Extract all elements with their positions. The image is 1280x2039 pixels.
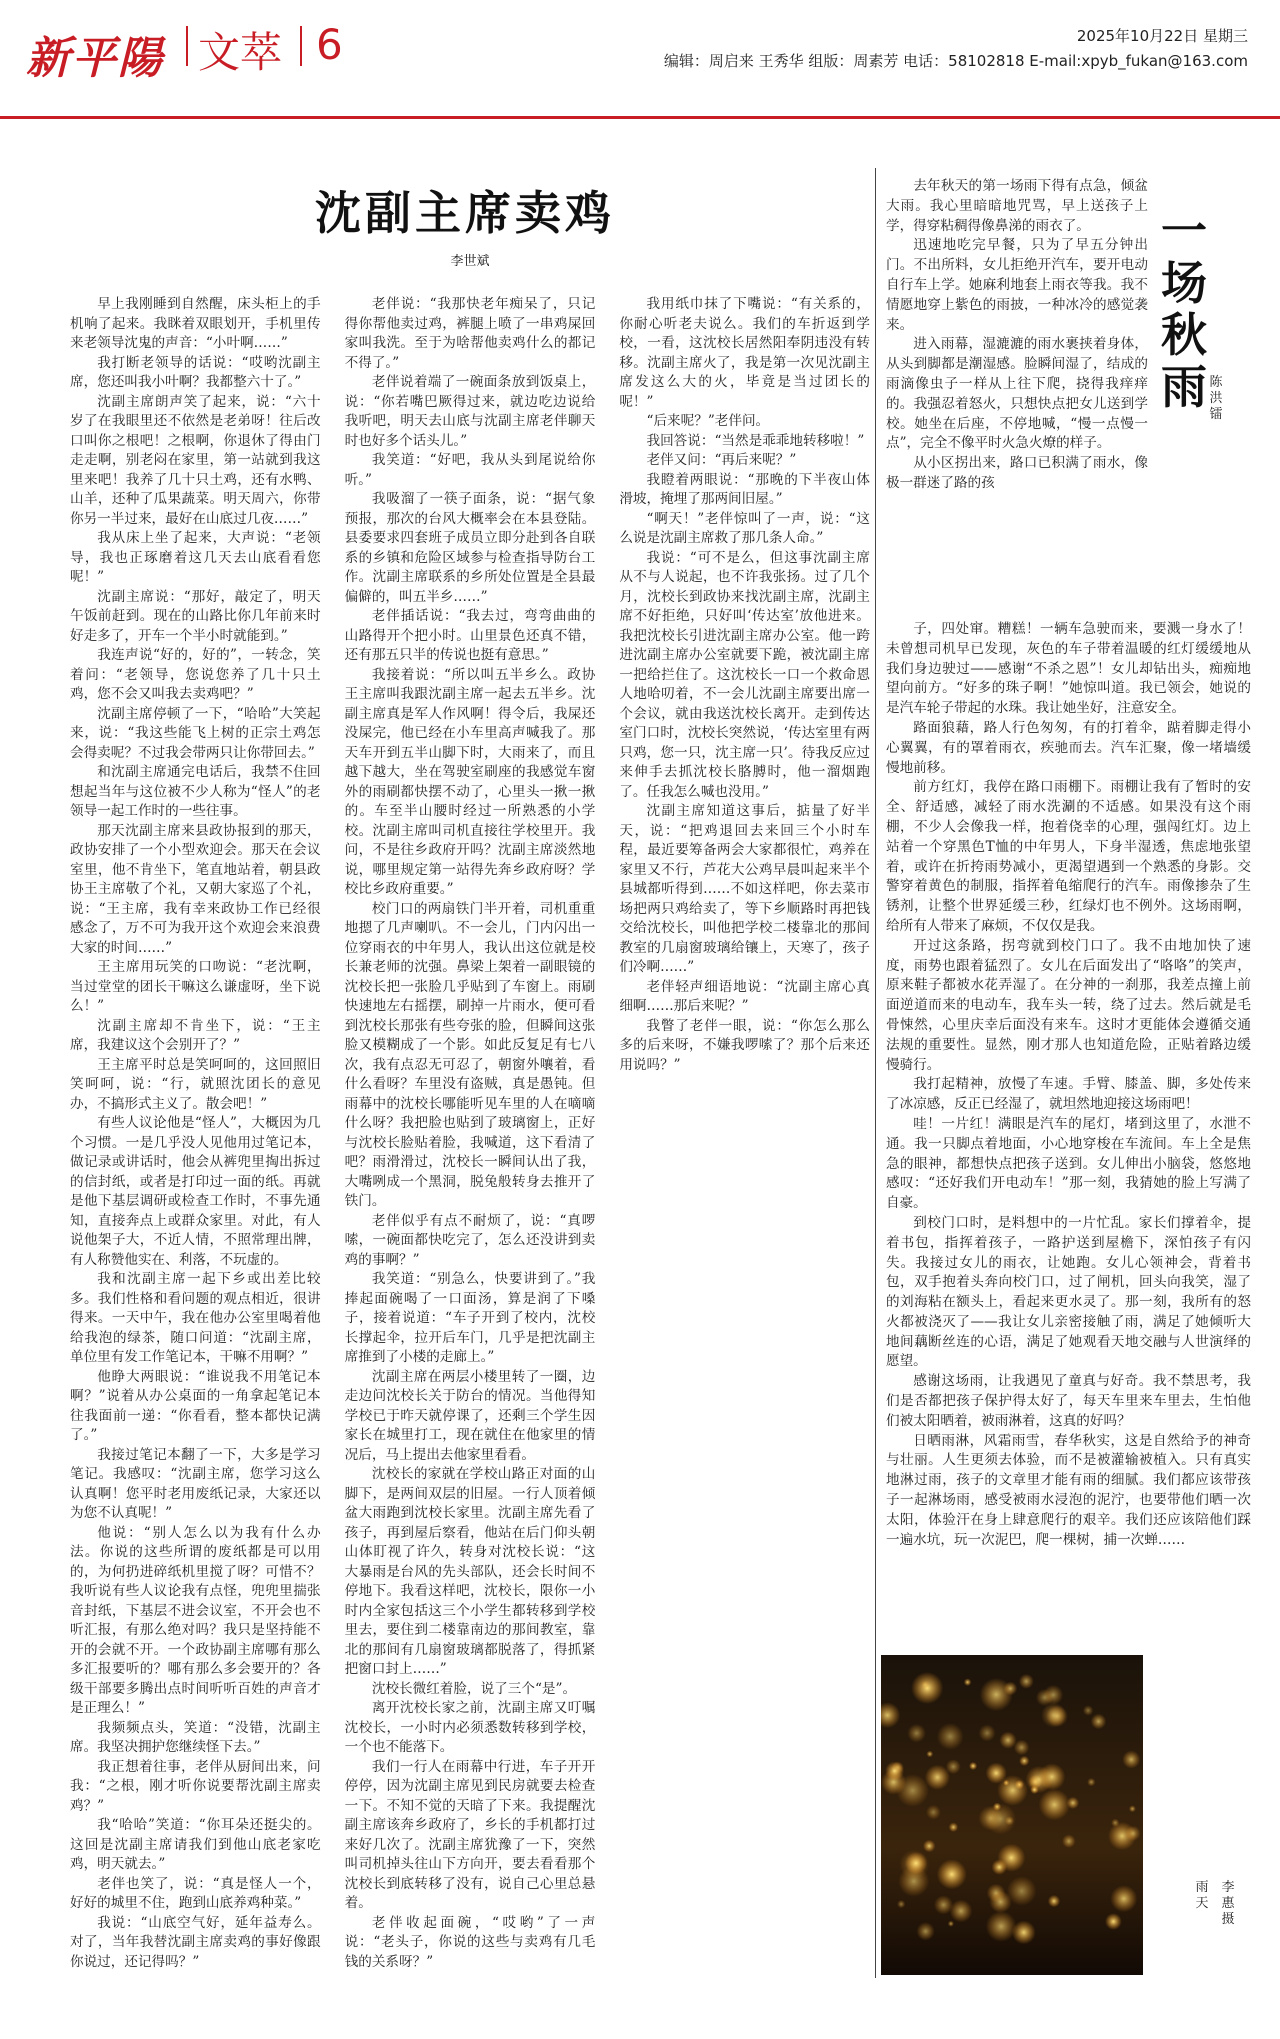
bokeh-light (921, 1681, 929, 1689)
paragraph: 我“哈哈”笑道：“你耳朵还挺尖的。这回是沈副主席请我们到他山底老家吃鸡，明天就去。” (70, 1817, 321, 1872)
paragraph: 沈副主席知道这事后，掂量了好半天，说：“把鸡退回去来回三个小时车程，最近要筹备两会大家都很忙，鸡养在家里又不行，芦花大公鸡早晨叫起来半个县城都听得到……不如这样吧，你去菜市场把两只鸡给卖了，等下乡顺路时再把钱交给沈校长，叫他把学校二楼靠北的那间教室的几扇窗玻璃给镶上，天寒了，孩子们冷啊……” (619, 803, 870, 975)
bokeh-light (986, 1911, 1017, 1942)
article-shen-vice-chairman (70, 165, 870, 1985)
paragraph: 我正想着往事，老伴从厨间出来，问我：“之根，刚才听你说要帮沈副主席卖鸡？” (70, 1758, 321, 1814)
paragraph: 王主席平时总是笑呵呵的，这回照旧笑呵呵，说：“行，就照沈团长的意见办，不搞形式主义了。散会吧！” (70, 1056, 321, 1112)
article-author: 陈洪镭 (1209, 375, 1223, 422)
issue-date: 2025年10月22日 星期三 (1076, 27, 1248, 45)
paragraph: 沈副主席说：“那好，敲定了，明天午饭前赶到。现在的山路比你几年前来时好走多了，开车一个半小时就能到。” (70, 588, 321, 644)
paragraph: 从小区拐出来，路口已积满了雨水，像极一群迷了路的孩 (886, 455, 1148, 491)
bokeh-light (1083, 1705, 1094, 1716)
article-body-wide (886, 620, 1251, 1550)
paragraph: “啊天！”老伴惊叫了一声，说：“这么说是沈副主席救了那几条人命。” (619, 510, 870, 546)
paragraph: 子，四处窜。糟糕！一辆车急驶而来，要溅一身水了！未曾想司机早已发现，灰色的车子带着温暖的红灯缓缓地从我们身边驶过——感谢“不杀之恩”！女儿却钻出头，痴痴地望向前方。“好多的珠子啊！”她惊叫道。我已领会，她说的是汽车轮子带起的水珠。我让她坐好，注意安全。 (886, 621, 1251, 717)
paragraph: 他睁大两眼说：“谁说我不用笔记本啊？”说着从办公桌面的一角拿起笔记本往我面前一递：“你看看，整本都快记满了。” (70, 1368, 321, 1443)
paragraph: 老伴似乎有点不耐烦了，说：“真啰嗦，一碗面都快吃完了，怎么还没讲到卖鸡的事啊？” (344, 1212, 596, 1268)
paragraph: 我瞪着两眼说：“那晚的下半夜山体滑坡，掩埋了那两间旧屋。” (619, 471, 870, 507)
paragraph: 沈校长微红着脸，说了三个“是”。 (371, 1680, 577, 1697)
bokeh-light (948, 1921, 954, 1927)
paragraph: 我连声说“好的，好的”，一转念，笑着问：“老领导，您说您养了几十只土鸡，您不会又叫我去卖鸡吧？” (70, 647, 321, 702)
paragraph: 感谢这场雨，让我遇见了童真与好奇。我不禁思考，我们是否都把孩子保护得太好了，每天车里来车里去，生怕他们被太阳晒着，被雨淋着，这真的好吗？ (886, 1373, 1251, 1429)
paragraph: 老伴说着端了一碗面条放到饭桌上，说：“你若嘴巴厥得过来，就边吃边说给我听吧，明天去山底与沈副主席老伴聊天时也好多个话头儿。” (344, 374, 596, 449)
bokeh-light (1012, 1921, 1036, 1945)
paragraph: 我回答说：“当然是乖乖地转移啦！” (646, 432, 865, 449)
paragraph: 我说：“山底空气好，延年益寿么。对了，当年我替沈副主席卖鸡的事好像跟你说过，还记得吗？” (70, 1914, 321, 1970)
paragraph: 有些人议论他是“怪人”，大概因为几个习惯。一是几乎没人见他用过笔记本，做记录或讲话时，他会从裤兜里掏出拆过的信封纸，或者是打印过一面的纸。再就是他下基层调研或检查工作时，不事先通知，直接奔点上或群众家里。对此，有人说他架子大，不近人情，不照常理出牌，有人称赞他实在、利落，不玩虚的。 (70, 1115, 321, 1268)
paragraph: 我笑道：“好吧，我从头到尾说给你听。” (344, 452, 596, 488)
bokeh-light (946, 1759, 961, 1774)
column-divider (875, 168, 876, 1978)
bokeh-light (997, 1775, 1028, 1806)
paragraph: 我接过笔记本翻了一下，大多是学习笔记。我感叹：“沈副主席，您学习这么认真啊！您平时老用废纸记录，大家还以为您不认真呢！” (70, 1446, 321, 1521)
paragraph: 我们一行人在雨幕中行进，车子开开停停，因为沈副主席见到民房就要去检查一下。不知不觉的天暗了下来。我提醒沈副主席该奔乡政府了，乡长的手机都打过来好几次了。沈副主席犹豫了一下，突然叫司机掉头往山下方向开，要去看看那个沈校长到底转移了没有，说自己心里总悬着。 (344, 1758, 596, 1911)
bokeh-light (1019, 1674, 1034, 1689)
bokeh-light (1048, 1895, 1060, 1907)
bokeh-light (937, 1859, 967, 1889)
paragraph: 我和沈副主席一起下乡或出差比较多。我们性格和看问题的观点相近，很讲得来。一天中午，我在他办公室里喝着他给我泡的绿茶，随口问道：“沈副主席，单位里有发工作笔记本，干嘛不用啊？” (70, 1271, 321, 1365)
photo-credit: 李惠 摄 (1221, 1880, 1235, 1927)
paragraph: 我瞥了老伴一眼，说：“你怎么那么多的后来呀，不嫌我啰嗦了？那个后来还用说吗？” (619, 1017, 870, 1073)
bokeh-light (969, 1762, 977, 1770)
bokeh-light (1038, 1763, 1065, 1790)
bokeh-light (1019, 1756, 1029, 1766)
bokeh-light (964, 1678, 972, 1686)
bokeh-light (916, 1922, 934, 1940)
paragraph: 他说：“别人怎么以为我有什么办法。你说的这些所谓的废纸都是可以用的，为何扔进碎纸机里搅了呀？可惜不？我听说有些人议论我有点怪，兜兜里揣张音封纸，下基层不进会议室，不开会也不听汇报，有那么绝对吗？我只是坚持能不开的会就不开。一个政协副主席哪有那么多汇报要听的？哪有那么多会要开的？各级干部要多腾出点时间听听百姓的声音才是正理么！” (70, 1524, 321, 1716)
header-rule (0, 116, 1280, 119)
bokeh-light (1067, 1797, 1079, 1809)
paragraph: 我用纸巾抹了下嘴说：“有关系的，你耐心听老夫说么。我们的车折返到学校，一看，这沈校长居然阳奉阴违没有转移。沈副主席火了，我是第一次见沈副主席发这么大的火，毕竟是当过团长的呢！” (619, 296, 870, 410)
paragraph: 我打起精神，放慢了车速。手臂、膝盖、脚，多处传来了冰凉感，反正已经湿了，就坦然地迎接这场雨吧！ (886, 1076, 1251, 1113)
paragraph: 前方红灯，我停在路口雨棚下。雨棚让我有了暂时的安全、舒适感，减轻了雨水洗涮的不适感。如果没有这个雨棚，不少人会像我一样，抱着侥幸的心理，强闯红灯。边上站着一个穿黑色T恤的中年男人，下身半湿透，焦虑地张望着，或许在折挎雨势减小，更渴望遇到一个熟悉的身影。交警穿着黄色的制服，指挥着龟缩爬行的汽车。雨像掺杂了生锈剂，让整个世界延缓三秒，红绿灯也不例外。这场雨啊，给所有人带来了麻烦，不仅仅是我。 (886, 779, 1251, 934)
bokeh-light (949, 1822, 959, 1832)
bokeh-light (1041, 1703, 1066, 1728)
paragraph: 沈副主席在两层小楼里转了一圈，边走边问沈校长关于防台的情况。当他得知学校已于昨天就停课了，还剩三个学生因家长在城里打工，现在就住在他家里的情况后，马上提出去他家里看看。 (344, 1368, 596, 1463)
bokeh-light (1125, 1826, 1140, 1841)
rain-photo (881, 1655, 1143, 1975)
bokeh-light (1039, 1789, 1070, 1820)
section-name: 文萃 (198, 28, 283, 77)
newspaper-logo: 新平陽 (26, 33, 164, 84)
paragraph: 日晒雨淋，风霜雨雪，春华秋实，这是自然给予的神奇与壮丽。人生更须去体验，而不是被灌输被植入。只有真实地淋过雨，孩子的文章里才能有雨的细腻。我们都应该带孩子一起淋场雨，感受被雨水浸泡的泥泞，也要带他们晒一次太阳，体验汗在身上肆意爬行的艰辛。我们还应该陪他们踩一遍水坑，玩一次泥巴，爬一棵树，捕一次蝉…… (886, 1432, 1251, 1548)
bokeh-light (950, 1900, 973, 1923)
bokeh-light (1087, 1778, 1095, 1786)
masthead-divider (300, 26, 302, 66)
photo-caption: 雨天 (1195, 1880, 1209, 1911)
paragraph: 我吸溜了一筷子面条，说：“据气象预报，那次的台风大概率会在本县登陆。县委要求四套班子成员立即分赴到各自联系的乡镇和危险区域参与检查指导防台工作。沈副主席联系的乡所处位置是全县最偏僻的，叫五半乡……” (344, 491, 596, 605)
article-body-narrow (886, 177, 1148, 494)
page-number: 6 (316, 20, 343, 69)
masthead-divider (186, 26, 188, 66)
paragraph: 老伴收起面碗，“哎哟”了一声说：“老头子，你说的这些与卖鸡有几毛钱的关系呀？” (344, 1914, 596, 1970)
bokeh-light (1129, 1805, 1136, 1812)
bokeh-light (1062, 1834, 1076, 1848)
paragraph: 到校门口时，是料想中的一片忙乱。家长们撑着伞，提着书包，指挥着孩子，一路护送到屋檐下，深怕孩子有闪失。我接过女儿的雨衣，让她跑。女儿心领神会，背着书包，双手抱着头奔向校门口，过了闸机，回头向我笑，湿了的刘海粘在额头上，看起来更水灵了。那一刻，我所有的怒火都被浇灭了——我让女儿亲密接触了雨，满足了她倾听大地间藕断丝连的心语，满足了她观看天地交融与人世演绎的愿望。 (886, 1214, 1251, 1370)
paragraph: “后来呢？”老伴问。 (646, 413, 770, 429)
paragraph: 老伴插话说：“我去过，弯弯曲曲的山路得开个把小时。山里景色还真不错，还有那五只半的传说也挺有意思。” (344, 608, 596, 663)
paragraph: 老伴又问：“再后来呢？” (646, 452, 797, 468)
bokeh-light (885, 1761, 904, 1780)
bokeh-light (985, 1803, 1016, 1834)
paragraph: 开过这条路，拐弯就到校门口了。我不由地加快了速度，雨势也跟着猛烈了。女儿在后面发出了“咯咯”的笑声，原来鞋子都被水花弄湿了。在分神的一刹那，我差点撞上前面逆道而来的电动车，我车头一转，绕了过去。然后就是毛骨悚然，心里庆幸后面没有来车。这时才更能体会遵循交通法规的重要性。显然，刚才那人也知道危险，正贴着路边缓慢骑行。 (886, 937, 1251, 1073)
paragraph: 去年秋天的第一场雨下得有点急，倾盆大雨。我心里暗暗地咒骂，早上送孩子上学，得穿粘稠得像鼻涕的雨衣了。 (886, 178, 1148, 234)
masthead (0, 0, 1280, 118)
paragraph: 进入雨幕，湿漉漉的雨水裹挟着身体，从头到脚都是潮湿感。脸瞬间湿了，结成的雨滴像虫子一样从上往下爬，挠得我痒痒的。我强忍着怒火，只想快点把女儿送到学校。她坐在后座，不停地喊，“慢一点慢一点”，完全不像平时火急火燎的样子。 (886, 336, 1148, 452)
bokeh-light (926, 1805, 941, 1820)
article-title-text: 一场秋雨 (1161, 204, 1207, 414)
bokeh-light (980, 1678, 1013, 1711)
paragraph: 我接着说：“所以叫五半乡么。政协王主席叫我跟沈副主席一起去五半乡。沈副主席真是军人作风啊！得令后，我屎还没屎完，他已经在小车里高声喊我了。那天车开到五半山脚下时，大雨来了，而且越下越大，坐在驾驶室刷座的我感觉车窗外的雨刷都快摆不动了，心里头一揪一揪的。车至半山腰时经过一所熟悉的小学校。沈副主席叫司机直接往学校里开。我问，不是往乡政府开吗？沈副主席淡然地说，哪里规定第一站得先奔乡政府呀？学校比乡政府重要。” (344, 666, 596, 897)
paragraph: 老伴轻声细语地说：“沈副主席心真细啊……那后来呢？” (619, 978, 870, 1014)
paragraph: 沈校长的家就在学校山路正对面的山脚下，是两间双层的旧屋。一行人顶着倾盆大雨跑到沈校长家里。沈副主席先看了孩子，再到屋后察看，他站在后门仰头朝山体盯视了许久，转身对沈校长说：“这大暴雨是台风的先头部队，还会长时间不停地下。我看这样吧，沈校长，限你一小时内全家包括这三个小学生都转移到学校里去，要住到二楼靠南边的那间教室，靠北的那间有几扇窗玻璃都脱落了，得抓紧把窗口封上……” (344, 1466, 596, 1677)
paragraph: 沈副主席停顿了一下，“哈哈”大笑起来，说：“我这些能飞上树的正宗土鸡怎会得卖呢？不过我会带两只让你带回去。” (70, 705, 321, 761)
bokeh-light (897, 1900, 905, 1908)
bokeh-light (926, 1751, 933, 1758)
bokeh-light (923, 1840, 936, 1853)
paragraph: 离开沈校长家之前，沈副主席又叮嘱沈校长，一小时内必须悉数转移到学校，一个也不能落下。 (344, 1700, 596, 1755)
paragraph: 我打断老领导的话说：“哎哟沈副主席，您还叫我小叶啊？我都整六十了。” (70, 354, 321, 390)
paragraph: 老伴也笑了，说：“真是怪人一个，好好的城里不住，跑到山底养鸡种菜。” (70, 1875, 321, 1911)
paragraph: 早上我刚睡到自然醒，床头柜上的手机响了起来。我眯着双眼划开，手机里传来老领导沈鬼的声音：“小叶啊……” (70, 296, 321, 351)
paragraph: 沈副主席却不肯坐下，说：“王主席，我建议这个会别开了？” (70, 1017, 321, 1053)
bokeh-light (1014, 1740, 1030, 1756)
paragraph: 沈副主席朗声笑了起来，说：“六十岁了在我眼里还不依然是老弟呀！往后改口叫你之根吧！之根啊，你退休了得由门走走啊，别老闷在家里，第一站就到我这里来吧！我养了几十只土鸡，还有水鸭、山羊，还种了瓜果蔬菜。明天周六，你带你另一半过来，最好在山底过几夜……” (70, 393, 321, 527)
paragraph: 老伴说：“我那快老年痴呆了，只记得你帮他卖过鸡，裤腿上喷了一串鸡屎回家叫我洗。至于为啥帮他卖鸡什么的都记不得了。” (344, 296, 596, 371)
paragraph: 我频频点头，笑道：“没错，沈副主席。我坚决拥护您继续怪下去。” (70, 1719, 321, 1755)
paragraph: 王主席用玩笑的口吻说：“老沈啊，当过堂堂的团长干嘛这么谦虚呀，坐下说么！” (70, 959, 321, 1014)
paragraph: 那天沈副主席来县政协报到的那天，政协安排了一个小型欢迎会。那天在会议室里，他不肯坐下，笔直地站着，朝县政协王主席敬了个礼，又朝大家巡了个礼，说：“王主席，我有幸来政协工作已经很感念了，万不可为我开这个欢迎会来浪费大家的时间……” (70, 822, 321, 956)
paragraph: 我笑道：“别急么，快要讲到了。”我捧起面碗喝了一口面汤，算是润了下嗓子，接着说道：“车子开到了校内，沈校长撑起伞，拉开后车门，几乎是把沈副主席推到了小楼的走廊上。” (344, 1271, 596, 1365)
bokeh-light (1122, 1750, 1140, 1768)
bokeh-light (1105, 1913, 1122, 1930)
article-author: 李世斌 (450, 254, 490, 269)
paragraph: 我说：“可不是么，但这事沈副主席从不与人说起，也不许我张扬。过了几个月，沈校长到政协来找沈副主席，沈副主席不好拒绝，只好叫‘传达室’放他进来。我把沈校长引进沈副主席办公室。他一跨进沈副主席办公室就要下跪，被沈副主席一把给拦住了。这沈校长一口一个救命恩人地哈叨着，不一会儿沈副主席要出席一个会议，就由我送沈校长离开。走到传达室门口时，沈校长突然说，‘传达室里有两只鸡，您一只，沈主席一只’。待我反应过来伸手去抓沈校长胳膊时，他一溜烟跑了。任我怎么喊也没用。” (619, 549, 870, 800)
bokeh-light (1110, 1885, 1137, 1912)
paragraph: 路面狼藉，路人行色匆匆，有的打着伞，踮着脚走得小心翼翼，有的罩着雨衣，疾驰而去。汽车汇聚，像一堵墙缓慢地前移。 (886, 719, 1251, 776)
bokeh-light (1007, 1876, 1037, 1906)
rainy-night-lights-image (881, 1655, 1143, 1975)
bokeh-light (979, 1725, 996, 1742)
bokeh-light (997, 1844, 1025, 1872)
paragraph: 哇！一片红！满眼是汽车的尾灯，堵到这里了，水泄不通。我一只脚点着地面，小心地穿梭在车流间。车上全是焦急的眼神，都想快点把孩子送到。女儿伸出小脑袋，悠悠地感叹：“还好我们开电动车！”那一刻，我猜她的脸上写满了自豪。 (886, 1115, 1251, 1212)
article-title: 沈副主席卖鸡 (315, 186, 615, 240)
article-body (70, 295, 870, 1985)
editor-info: 编辑：周启来 王秀华 组版：周素芳 电话：58102818 E-mail:xpyb_fukan@163.com (663, 52, 1248, 70)
bokeh-light (907, 1724, 926, 1743)
article-title (1154, 205, 1214, 413)
bokeh-light (905, 1852, 927, 1874)
paragraph: 校门口的两扇铁门半开着，司机重重地摁了几声喇叭。不一会儿，门内闪出一位穿雨衣的中年男人，我认出这位就是校长兼老师的沈强。鼻梁上架着一副眼镜的沈校长把一张脸几乎贴到了车窗上。雨刷快速地左右摇摆，刷掉一片雨水，便可看到沈校长那张有些夸张的脸，但瞬间这张脸又模糊成了一个影。如此反复足有七八次，我有点忍无可忍了，朝窗外嚷着，看什么看呀？车里没有盗贼，真是愚钝。但雨幕中的沈校长哪能听见车里的人在嘀嘀什么呀？我把脸也贴到了玻璃窗上，正好与沈校长脸贴着脸，我喊道，这下看清了吧？雨滑滑过，沈校长一瞬间认出了我，大嘴咧成一个黑洞，脱兔般转身去推开了铁门。 (344, 900, 596, 1209)
bokeh-light (1091, 1714, 1107, 1730)
paragraph: 我从床上坐了起来，大声说：“老领导，我也正琢磨着这几天去山底看看您呢！” (70, 530, 321, 585)
bokeh-light (937, 1723, 964, 1750)
paragraph: 和沈副主席通完电话后，我禁不住回想起当年与这位被不少人称为“怪人”的老领导一起工作时的一些往事。 (70, 764, 321, 819)
paragraph: 迅速地吃完早餐，只为了早五分钟出门。不出所料，女儿拒绝开汽车，要开电动自行车上学。她麻利地套上雨衣等我。我不情愿地穿上紫色的雨披，一种冰冷的感觉袭来。 (886, 237, 1148, 333)
bokeh-light (1030, 1785, 1039, 1794)
